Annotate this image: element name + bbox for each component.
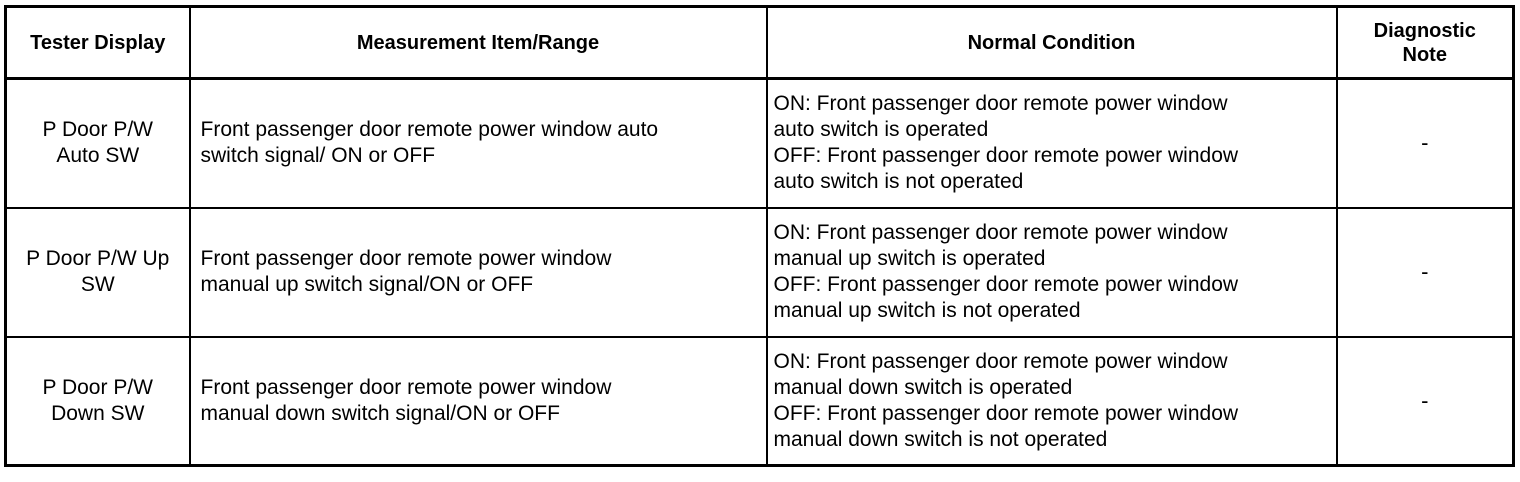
tester-display-line2: SW (80, 273, 115, 296)
diagnostic-data-table (4, 5, 1515, 467)
normal-condition-line4: manual up switch is not operated (773, 299, 1081, 322)
header-diagnostic-note-line1: Diagnostic (1373, 19, 1476, 42)
normal-condition-line1: ON: Front passenger door remote power window (773, 221, 1228, 244)
measurement-line2: manual down switch signal/ON or OFF (200, 401, 560, 425)
diagnostic-note-cell: - (1337, 337, 1514, 466)
measurement-cell (190, 208, 767, 337)
normal-condition-line3: OFF: Front passenger door remote power window (773, 401, 1239, 425)
diagnostic-note-cell: - (1337, 208, 1514, 337)
header-diagnostic-note (1337, 7, 1514, 79)
measurement-cell (190, 337, 767, 466)
table-body (6, 79, 1514, 466)
measurement-line2: manual up switch signal/ON or OFF (200, 273, 534, 296)
table-row (6, 337, 1514, 466)
normal-condition-line2: auto switch is operated (773, 118, 989, 142)
tester-display-line1: P Door P/W Up (26, 247, 170, 270)
tester-display-line2: Down SW (51, 401, 145, 425)
normal-condition-line1: ON: Front passenger door remote power window (773, 349, 1228, 373)
diagnostic-note-cell: - (1337, 79, 1514, 208)
normal-condition-line1: ON: Front passenger door remote power window (773, 92, 1228, 116)
normal-condition-line2: manual up switch is operated (773, 247, 1046, 270)
table-header (6, 7, 1514, 79)
tester-display-cell (6, 337, 190, 466)
normal-condition-line3: OFF: Front passenger door remote power window (773, 144, 1239, 168)
measurement-line1: Front passenger door remote power window auto (200, 118, 659, 142)
table-row (6, 79, 1514, 208)
table-row (6, 208, 1514, 337)
normal-condition-line3: OFF: Front passenger door remote power window (773, 273, 1239, 296)
header-diagnostic-note-line2: Note (1402, 43, 1447, 66)
tester-display-line2: Auto SW (56, 144, 140, 168)
measurement-line2: switch signal/ ON or OFF (200, 144, 436, 168)
normal-condition-cell (767, 337, 1337, 466)
header-measurement-item-range: Measurement Item/Range (190, 7, 767, 79)
header-normal-condition: Normal Condition (767, 7, 1337, 79)
normal-condition-line4: manual down switch is not operated (773, 427, 1108, 451)
header-tester-display: Tester Display (6, 7, 190, 79)
measurement-cell (190, 79, 767, 208)
normal-condition-cell (767, 79, 1337, 208)
tester-display-line1: P Door P/W (42, 118, 153, 142)
tester-display-cell (6, 79, 190, 208)
tester-display-cell (6, 208, 190, 337)
normal-condition-line2: manual down switch is operated (773, 375, 1073, 399)
normal-condition-line4: auto switch is not operated (773, 170, 1024, 194)
normal-condition-cell (767, 208, 1337, 337)
tester-display-line1: P Door P/W (42, 375, 153, 399)
header-row (6, 7, 1514, 79)
measurement-line1: Front passenger door remote power window (200, 247, 612, 270)
measurement-line1: Front passenger door remote power window (200, 375, 612, 399)
